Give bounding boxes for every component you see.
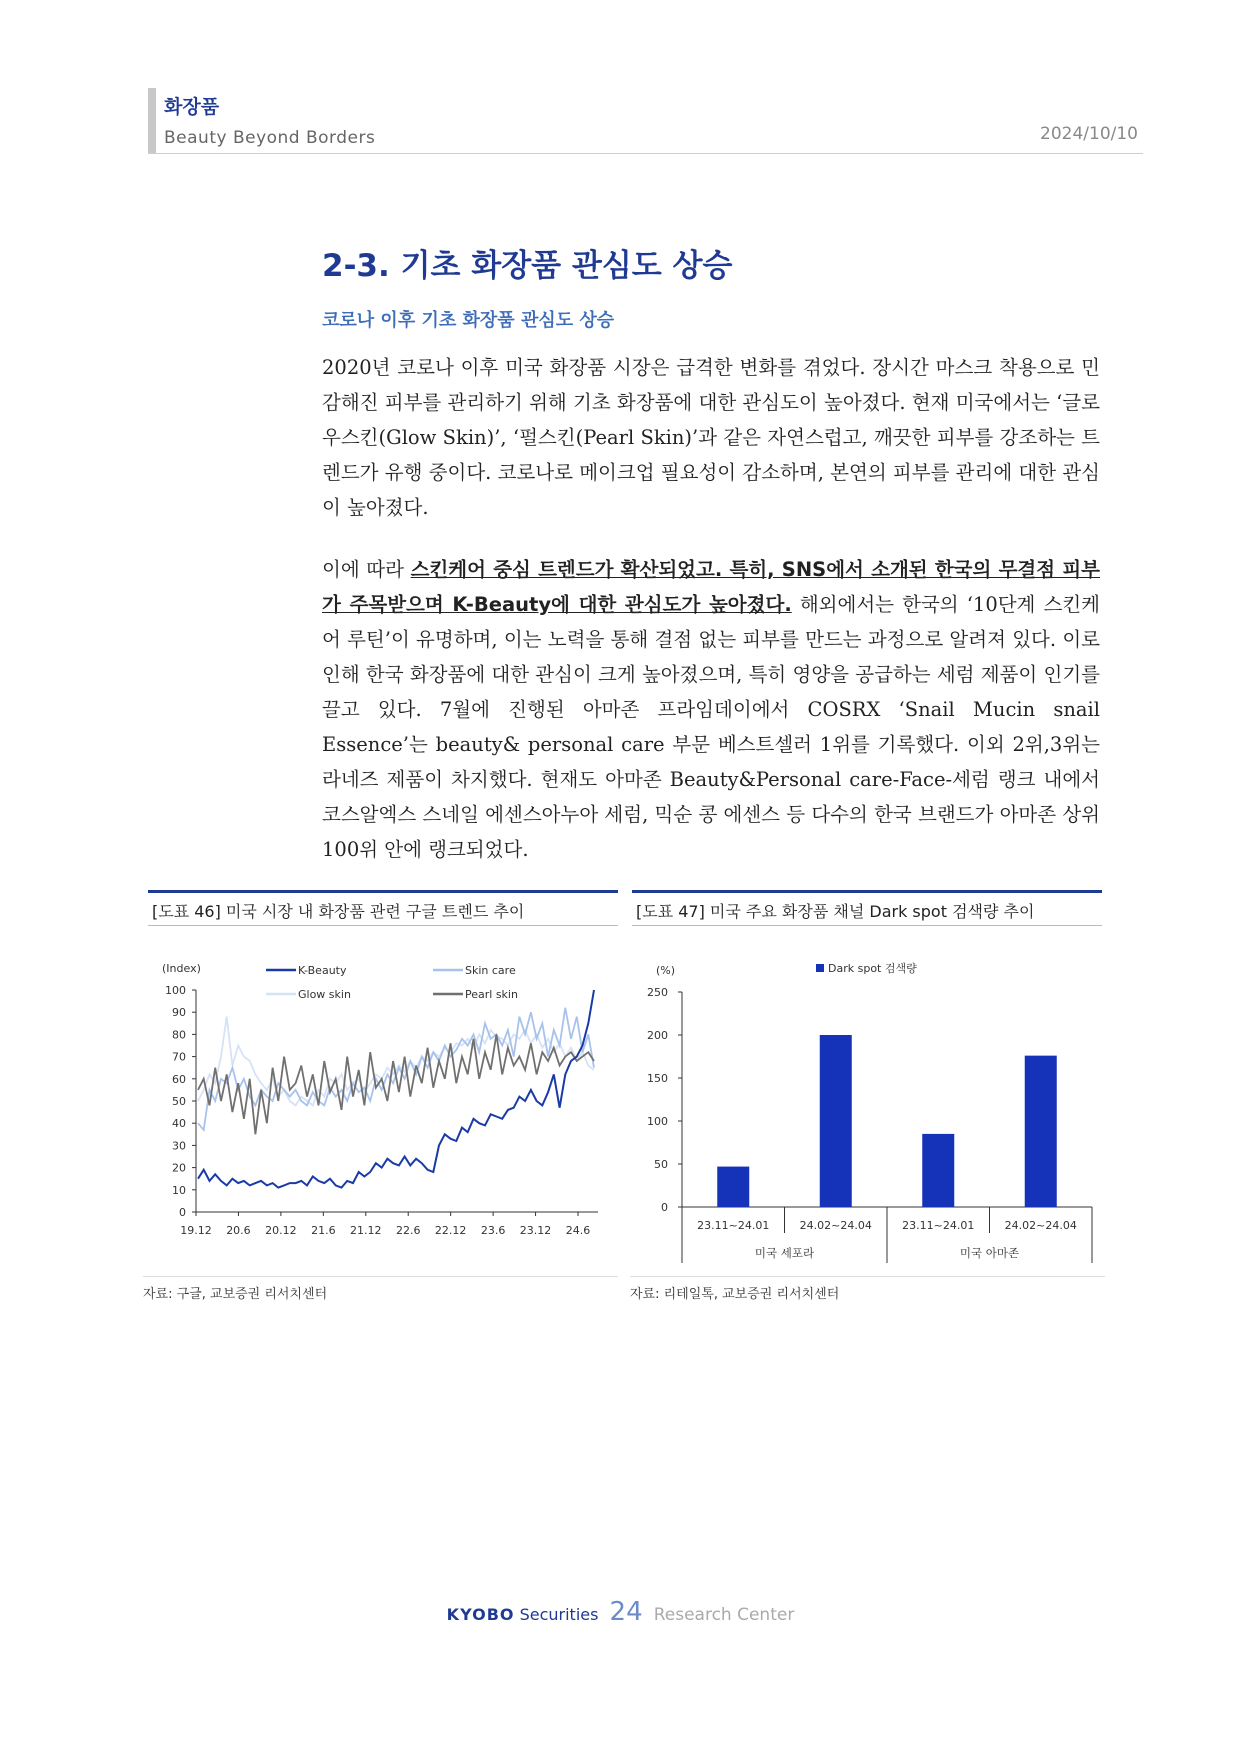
footer-brand: KYOBO <box>446 1605 515 1624</box>
x-group-label: 미국 세포라 <box>754 1246 815 1260</box>
y-tick-label: 0 <box>179 1206 186 1219</box>
figure-46-source: 자료: 구글, 교보증권 리서치센터 <box>143 1287 328 1302</box>
x-category-label: 24.02~24.04 <box>1004 1219 1077 1232</box>
y-axis-unit: (%) <box>656 964 676 977</box>
footer-page-number: 24 <box>609 1597 643 1627</box>
legend-label: Pearl skin <box>465 988 518 1001</box>
legend-swatch <box>816 964 824 972</box>
series-line-pearl-skin <box>198 1034 594 1134</box>
figure-46-title: [도표 46] 미국 시장 내 화장품 관련 구글 트렌드 추이 <box>148 890 618 926</box>
y-tick-label: 200 <box>647 1029 668 1042</box>
x-tick-label: 24.6 <box>565 1224 591 1237</box>
x-category-label: 23.11~24.01 <box>902 1219 975 1232</box>
x-tick-label: 23.12 <box>519 1224 552 1237</box>
header-date: 2024/10/10 <box>1040 124 1138 144</box>
legend-label: Dark spot 검색량 <box>828 962 917 975</box>
x-tick-label: 22.6 <box>395 1224 421 1237</box>
legend-label: K-Beauty <box>298 964 347 977</box>
y-tick-label: 0 <box>661 1201 668 1214</box>
section-subtitle: 코로나 이후 기초 화장품 관심도 상승 <box>322 310 615 331</box>
header-divider <box>148 153 1143 154</box>
para2-emphasis: 스킨케어 중심 트렌드가 확산되었고. 특히, SNS에서 소개된 한국의 무결점 피부가 주목받으며 K-Beauty에 대한 관심도가 높아졌다. <box>322 558 1100 616</box>
y-tick-label: 150 <box>647 1072 668 1085</box>
x-category-label: 24.02~24.04 <box>799 1219 872 1232</box>
bar <box>1025 1056 1057 1207</box>
y-tick-label: 40 <box>172 1117 186 1131</box>
figure-47-title: [도표 47] 미국 주요 화장품 채널 Dark spot 검색량 추이 <box>632 890 1102 926</box>
page-footer <box>0 1597 1241 1627</box>
bar <box>717 1167 749 1207</box>
y-tick-label: 30 <box>172 1139 186 1153</box>
x-tick-label: 21.12 <box>350 1224 382 1237</box>
header-accent-bar <box>148 88 156 154</box>
header-category: 화장품 <box>164 96 220 118</box>
legend-label: Glow skin <box>298 988 351 1001</box>
figure-47-divider <box>630 1276 1105 1277</box>
x-tick-label: 20.6 <box>226 1224 251 1237</box>
figure-46-divider <box>143 1276 618 1277</box>
x-tick-label: 21.6 <box>311 1224 336 1237</box>
y-tick-label: 100 <box>647 1115 668 1128</box>
body-paragraph-1: 2020년 코로나 이후 미국 화장품 시장은 급격한 변화를 겪었다. 장시간 마스크 착용으로 민감해진 피부를 관리하기 위해 기초 화장품에 대한 관심도이 높아졌다. 현재 미국에서는 ‘글로우스킨(Glow Skin)’, ‘펄스킨(Pearl Skin)’과 같은 자연스럽고, 깨끗한 피부를 강조하는 트렌드가 유행 중이다. 코로나로 메이크업 필요성이 감소하며, 본연의 피부를 관리에 대한 관심이 높아졌다. <box>322 356 1100 519</box>
footer-research-center: Research Center <box>653 1605 795 1625</box>
body-paragraph-2 <box>322 552 1100 867</box>
x-category-label: 23.11~24.01 <box>697 1219 770 1232</box>
y-tick-label: 20 <box>172 1161 186 1175</box>
header-subtitle: Beauty Beyond Borders <box>164 128 376 148</box>
bar <box>820 1035 852 1207</box>
bar <box>922 1134 954 1207</box>
legend-label: Skin care <box>465 964 516 977</box>
y-tick-label: 100 <box>165 984 186 997</box>
x-group-label: 미국 아마존 <box>959 1246 1020 1260</box>
page-header <box>148 88 1148 154</box>
x-tick-label: 19.12 <box>180 1224 212 1237</box>
dark-spot-bar-chart <box>632 950 1102 1270</box>
y-tick-label: 80 <box>172 1028 186 1042</box>
google-trends-line-chart <box>148 950 618 1270</box>
footer-securities: Securities <box>519 1605 599 1624</box>
x-tick-label: 20.12 <box>265 1224 297 1237</box>
x-tick-label: 23.6 <box>480 1224 506 1237</box>
y-tick-label: 10 <box>172 1183 186 1197</box>
x-tick-label: 22.12 <box>434 1224 467 1237</box>
para2-rest: 해외에서는 한국의 ‘10단계 스킨케어 루틴’이 유명하며, 이는 노력을 통해 결점 없는 피부를 만드는 과정으로 알려져 있다. 이로 인해 한국 화장품에 대한 관심이 크게 높아졌으며, 특히 영양을 공급하는 세럼 제품이 인기를 끌고 있다. 7월에 진행된 아마존 프라임데이에서 COSRX ‘Snail Mucin snail Essence’는 beauty& personal care 부문 베스트셀러 1위를 기록했다. 이외 2위,3위는 라네즈 제품이 차지했다. 현재도 아마존 Beauty&Personal care-Face-세럼 랭크 내에서 코스알엑스 스네일 에센스아누아 세럼, 믹순 콩 에센스 등 다수의 한국 브랜드가 아마존 상위 100위 안에 랭크되었다. <box>322 593 1100 861</box>
y-tick-label: 50 <box>172 1095 186 1108</box>
para2-lead: 이에 따라 <box>322 558 411 581</box>
section-title: 2-3. 기초 화장품 관심도 상승 <box>322 248 733 284</box>
y-tick-label: 90 <box>172 1006 186 1020</box>
figure-47-source: 자료: 리테일톡, 교보증권 리서치센터 <box>630 1287 840 1302</box>
y-axis-unit: (Index) <box>162 962 201 975</box>
y-tick-label: 50 <box>654 1158 668 1171</box>
series-line-k-beauty <box>198 990 594 1188</box>
y-tick-label: 70 <box>172 1050 186 1064</box>
y-tick-label: 250 <box>647 986 668 999</box>
y-tick-label: 60 <box>172 1072 186 1086</box>
